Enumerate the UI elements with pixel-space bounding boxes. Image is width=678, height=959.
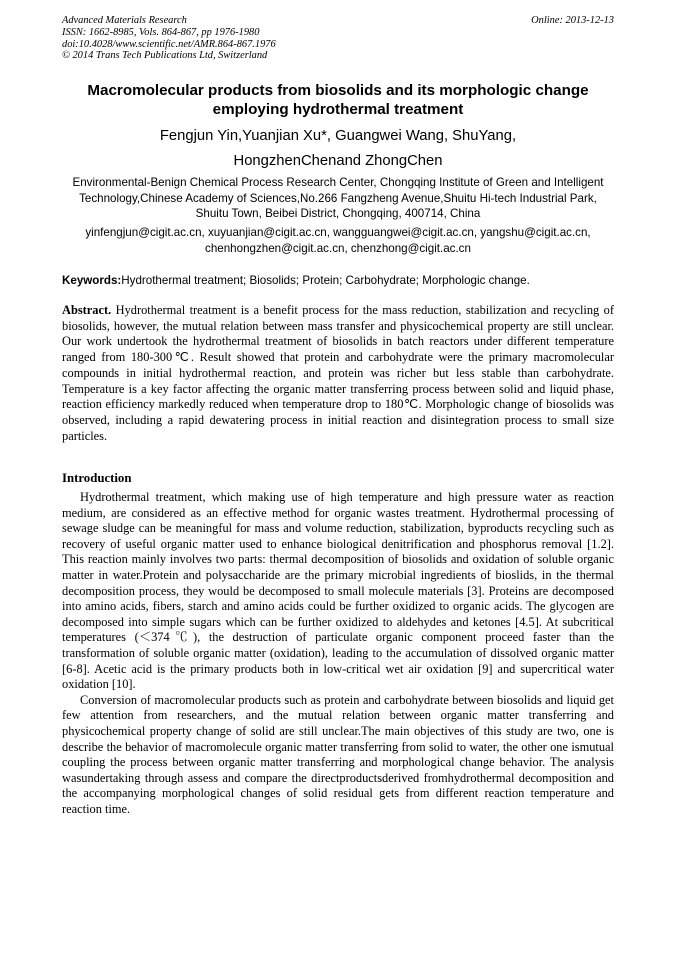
- abstract-label: Abstract.: [62, 303, 112, 317]
- journal-header: [62, 15, 276, 62]
- emails-line-1[interactable]: yinfengjun@cigit.ac.cn, xuyuanjian@cigit.ac.cn, wangguangwei@cigit.ac.cn, yangshu@cigit.ac.cn,: [85, 226, 591, 239]
- abstract: [62, 303, 614, 444]
- issn-line: ISSN: 1662-8985, Vols. 864-867, pp 1976-1980: [62, 26, 260, 38]
- copyright-line: © 2014 Trans Tech Publications Ltd, Switzerland: [62, 50, 268, 62]
- section-heading-introduction: Introduction: [62, 471, 132, 485]
- affiliation: Environmental-Benign Chemical Process Research Center, Chongqing Institute of Green and Intelligent Technology,Chinese Academy of Sciences,No.266 Fangzheng Avenue,Shuitu Hi-tech Industrial Park, Shuitu Town, Beibei District, Chongqing, 400714, China: [72, 176, 604, 220]
- keywords-label: Keywords:: [62, 274, 122, 287]
- intro-paragraph-2: Conversion of macromolecular products such as protein and carbohydrate between biosolids and liquid get few attention from researchers, and the mutual relation between organic matter transferring and physicochemical property change of solid are still unclear.The main objectives of this study are two, one is describe the behavior of macromolecule organic matter transferring from solid to water, the other one ismutual coupling the process between organic matter transferring and morphological change behavior. The analysis wasundertaking through assess and compare the directproductsderived fromhydrothermal decomposition and the accompanying morphological changes of solid residual gets from different reaction temperature and reaction time.: [62, 692, 614, 816]
- keywords: [62, 273, 622, 288]
- abstract-text: Hydrothermal treatment is a benefit process for the mass reduction, stabilization and recycling of biosolids, however, the mutual relation between mass transfer and physicochemical property are still unclear. Our work undertook the hydrothermal treatment of biosolids in batch reactors under different temperature ranged from 180-300℃. Result showed that protein and carbohydrate were the primary macromolecular compounds in initial hydrothermal reaction, and protein was richer but less stable than carbohydrate. Temperature is a key factor affecting the organic matter transferring process between solid and liquid phase, reaction efficiency markedly reduced when temperature drop to 180℃. Morphologic change of biosolids was observed, including a rapid dewatering process in initial reaction and disintegration process to small size particles.: [62, 303, 614, 443]
- authors-line-1: Fengjun Yin,Yuanjian Xu*, Guangwei Wang, ShuYang,: [159, 128, 517, 144]
- intro-paragraph-1: Hydrothermal treatment, which making use of high temperature and high pressure water as reaction medium, are considered as an effective method for organic wastes treatment. Hydrothermal processing of sewage sludge can be meaningful for mass and volume reduction, stabilization, byproducts recycling such as recovery of useful organic matter used to enhance biological denitrification and phosphorus removal [1.2]. This reaction mainly involves two parts: thermal decomposition of biosolids and oxidation of soluble organic matter in water.Protein and polysaccharide are the primary microbial ingredients of bioslids, in the thermal decomposition process, they would be decomposed to small molecule materials [3]. Proteins are decomposed into amino acids, fibers, starch and amino acids could be further oxidized to organic acids. The glycogen are decomposed into simple sugars which can be further oxidized to aldehydes and ketones [4.5]. At subcritical temperatures (＜374℃), the destruction of particulate organic component proceed faster than the transformation of soluble organic matter (oxidation), leading to the accumulation of dissolved organic matter [6-8]. Acetic acid is the primary products both in low-critical wet air oxidation [9] and supercritical water oxidation [10].: [62, 490, 614, 692]
- emails-line-2[interactable]: chenhongzhen@cigit.ac.cn, chenzhong@cigit.ac.cn: [205, 241, 471, 255]
- paper-title: Macromolecular products from biosolids and its morphologic change employing hydrothermal treatment: [87, 82, 589, 118]
- online-date: Online: 2013-12-13: [531, 15, 614, 26]
- journal-name: Advanced Materials Research: [62, 15, 187, 26]
- authors-line-2: HongzhenChenand ZhongChen: [233, 153, 443, 169]
- doi-line[interactable]: doi:10.4028/www.scientific.net/AMR.864-867.1976: [62, 38, 276, 50]
- keywords-text: Hydrothermal treatment; Biosolids; Protein; Carbohydrate; Morphologic change.: [121, 274, 530, 287]
- author-list: [62, 124, 614, 174]
- introduction-body: [62, 490, 614, 817]
- email-list: [62, 225, 614, 256]
